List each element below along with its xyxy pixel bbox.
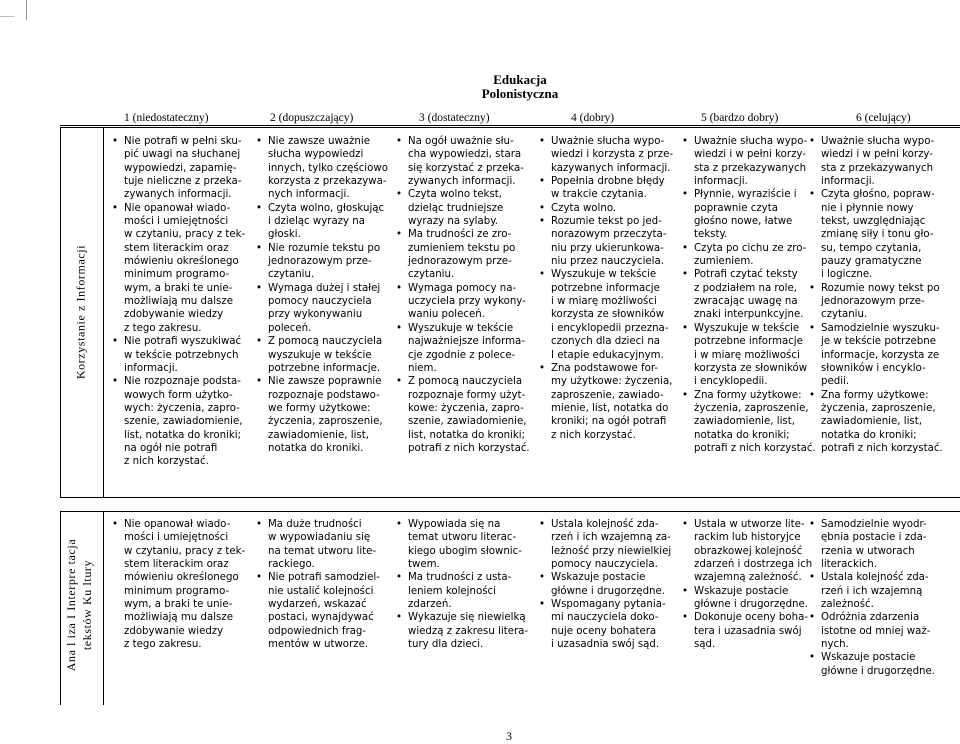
bullet-item	[394, 282, 539, 322]
bullet-line: postaci, wynajdywać	[268, 612, 374, 624]
bullet-line: • Uważnie słucha wypo-	[694, 136, 808, 147]
bullet-line: stem literackim oraz	[124, 242, 229, 254]
bullet-line: zaproszenie, zawiado-	[551, 389, 664, 401]
bullet-line: nuje oceny bohatera	[551, 625, 657, 637]
bullet-item	[680, 135, 825, 188]
document-title: Edukacja	[493, 72, 547, 87]
bullet-line: • Wykazuje się niewielką	[408, 612, 526, 624]
cell-r1-c5	[680, 135, 825, 455]
bullet-item	[254, 518, 399, 571]
bullet-item	[807, 135, 957, 188]
bullet-line: wzajemną zależność.	[694, 572, 802, 584]
bullet-line: stem literackim oraz	[124, 559, 229, 571]
bullet-line: niu przez nauczyciela.	[551, 256, 664, 268]
bullet-line: czonych dla dzieci na	[551, 336, 661, 348]
bullet-line: wych: życzenia, zapro-	[124, 402, 240, 414]
crop-mark-horizontal	[0, 16, 14, 17]
bullet-line: poprawnie czyta	[694, 202, 778, 214]
bullet-item	[680, 518, 825, 585]
bullet-item	[807, 571, 957, 611]
bullet-line: w czytaniu, pracy z tek-	[124, 229, 246, 241]
bullet-list	[394, 135, 539, 455]
bullet-line: • Wypowiada się na	[408, 519, 501, 530]
cell-r2-c5	[680, 518, 825, 651]
bullet-line: • Nie opanował wiado-	[124, 202, 231, 214]
bullet-item	[807, 188, 957, 281]
bullet-line: sta z przekazywanych	[694, 162, 807, 174]
bullet-line: minimum programo-	[124, 585, 230, 597]
bullet-line: z podziałem na role,	[694, 282, 797, 294]
bullet-line: głoski.	[268, 229, 301, 241]
cell-r2-c6	[807, 518, 957, 678]
bullet-line: życzenia, zaproszenie,	[268, 416, 383, 428]
bullet-line: • Czyta wolno tekst,	[408, 189, 502, 201]
bullet-line: • Ustala kolejność zda-	[821, 572, 929, 584]
bullet-item	[394, 571, 539, 611]
bullet-item	[110, 135, 255, 202]
bullet-item	[680, 389, 825, 456]
bullet-line: • Nie potrafi samodziel-	[268, 572, 380, 584]
bullet-line: i encyklopedii przezna-	[551, 322, 669, 334]
bullet-line: pomocy nauczyciela.	[551, 559, 658, 571]
bullet-line: korzysta ze słowników	[694, 362, 808, 374]
bullet-item	[807, 282, 957, 322]
bullet-line: • Wyszukuje w tekście	[551, 269, 657, 281]
bullet-item	[807, 322, 957, 389]
bullet-line: mentów w utworze.	[268, 639, 369, 651]
bullet-line: zdarzeń i dostrzega ich	[694, 559, 813, 571]
bullet-line: słowników i encyklo-	[821, 362, 926, 374]
bullet-item	[537, 215, 682, 268]
bullet-item	[394, 518, 539, 571]
bullet-line: • Potrafi czytać teksty	[694, 269, 798, 281]
bullet-line: szenie, zawiadomienie,	[124, 416, 243, 428]
bullet-line: • Samodzielnie wyszuku-	[821, 322, 940, 334]
bullet-item	[680, 611, 825, 651]
bullet-line: • Dokonuje oceny boha-	[694, 612, 808, 624]
bullet-line: niu przy ukierunkowa-	[551, 242, 664, 254]
bullet-line: głośno nowe, łatwe	[694, 216, 793, 228]
bullet-line: notatka do kroniki;	[694, 429, 790, 441]
bullet-line: mówieniu określonego	[124, 572, 239, 584]
bullet-line: informacji.	[124, 362, 178, 374]
bullet-line: i uzasadnia swój sąd.	[551, 639, 660, 651]
bullet-line: dzieląc trudniejsze	[408, 202, 504, 214]
bullet-line: potrzebne informacje	[551, 282, 660, 294]
bullet-line: nie i płynnie nowy	[821, 202, 914, 214]
bullet-line: i w miarę możliwości	[694, 349, 800, 361]
bullet-line: z tego zakresu.	[124, 639, 202, 651]
bullet-line: • Zna formy użytkowe:	[694, 389, 802, 401]
crop-mark-vertical	[26, 0, 27, 20]
bullet-line: twem.	[408, 559, 440, 571]
bullet-line: możliwiają mu dalsze	[124, 296, 233, 308]
bullet-line: • Nie zawsze uważnie	[268, 136, 370, 147]
bullet-line: minimum programo-	[124, 269, 230, 281]
bullet-line: zywanych informacji.	[124, 189, 232, 201]
cell-r1-c2	[254, 135, 399, 455]
bullet-line: zawiadomienie, list,	[821, 416, 922, 428]
bullet-line: potrafi z nich korzystać.	[694, 442, 816, 454]
bullet-line: • Czyta głośno, popraw-	[821, 189, 935, 201]
bullet-list	[254, 518, 399, 651]
bullet-list	[110, 135, 255, 469]
bullet-item	[807, 389, 957, 456]
bullet-list	[680, 135, 825, 455]
bullet-line: je w tekście potrzebne	[821, 336, 937, 348]
bullet-line: teksty.	[694, 229, 728, 241]
bullet-line: szenie, zawiadomienie,	[408, 416, 527, 428]
column-header-5: 5 (bardzo dobry)	[701, 112, 779, 124]
bullet-item	[254, 335, 399, 375]
bullet-line: cha wypowiedzi, stara	[408, 149, 522, 161]
bullet-item	[537, 362, 682, 442]
bullet-line: w czytaniu, pracy z tek-	[124, 545, 246, 557]
bullet-list	[807, 135, 957, 455]
bullet-list	[394, 518, 539, 651]
bullet-line: nie ustalić kolejności	[268, 585, 374, 597]
bullet-line: życzenia, zaproszenie,	[821, 402, 936, 414]
bullet-line: su, tempo czytania,	[821, 242, 922, 254]
bullet-line: • Ma trudności ze zro-	[408, 229, 512, 241]
bullet-line: zmianę siły i tonu gło-	[821, 229, 934, 241]
bullet-line: • Rozumie tekst po jed-	[551, 216, 662, 228]
bullet-line: • Zna formy użytkowe:	[821, 389, 929, 401]
bullet-item	[537, 268, 682, 361]
bullet-line: • Nie rozpoznaje podsta-	[124, 376, 241, 388]
bullet-line: wiedzi i korzysta z prze-	[551, 149, 674, 161]
row-label-korzystanie: Korzystanie z Informacji	[73, 244, 88, 380]
bullet-line: wym, a braki te unie-	[124, 282, 233, 294]
bullet-line: rozpoznaje formy użyt-	[408, 389, 526, 401]
bullet-line: kroniki; na ogół potrafi	[551, 416, 667, 428]
bullet-line: mówieniu określonego	[124, 256, 239, 268]
row-label-analiza-line-2: tekstów Ku ltury	[80, 559, 94, 651]
bullet-item	[680, 188, 825, 241]
bullet-item	[807, 611, 957, 651]
bullet-line: i w miarę możliwości	[551, 296, 657, 308]
bullet-line: • Nie potrafi w pełni sku-	[124, 136, 242, 147]
bullet-item	[680, 268, 825, 321]
bullet-line: przy wykonywaniu	[268, 309, 363, 321]
bullet-line: • Z pomocą nauczyciela	[268, 336, 383, 348]
bullet-line: wowych form użytko-	[124, 389, 233, 401]
bullet-line: wydarzeń, wskazać	[268, 599, 367, 611]
bullet-line: • Czyta po cichu ze zro-	[694, 242, 807, 254]
bullet-line: tuje nieliczne z przeka-	[124, 176, 242, 188]
bullet-line: główne i drugorzędne.	[821, 665, 936, 677]
bullet-line: informacje, korzysta ze	[821, 349, 940, 361]
column-header-3: 3 (dostateczny)	[419, 112, 490, 124]
bullet-line: w wypowiadaniu się	[268, 532, 371, 544]
cell-r1-c6	[807, 135, 957, 455]
cell-r1-c4	[537, 135, 682, 442]
bullet-item	[110, 375, 255, 468]
bullet-item	[254, 135, 399, 202]
bullet-line: obrazkowej kolejność	[694, 545, 803, 557]
bullet-line: • Wskazuje postacie	[694, 585, 789, 597]
bullet-line: rackiego.	[268, 559, 315, 571]
cell-r2-c3	[394, 518, 539, 651]
bullet-line: korzysta ze słowników	[551, 309, 665, 321]
bullet-line: • Wymaga dużej i stałej	[268, 282, 381, 294]
bullet-line: waniu poleceń.	[408, 309, 485, 321]
bullet-line: • Uważnie słucha wypo-	[551, 136, 665, 147]
bullet-line: • Rozumie nowy tekst po	[821, 282, 940, 294]
bullet-line: w tekście potrzebnych	[124, 349, 239, 361]
bullet-item	[254, 571, 399, 651]
cell-r2-c1	[110, 518, 255, 651]
bullet-line: • Na ogół uważnie słu-	[408, 136, 514, 147]
bullet-line: potrafi z nich korzystać.	[408, 442, 530, 454]
bullet-line: jednorazowym prze-	[268, 256, 372, 268]
cell-r2-c4	[537, 518, 682, 651]
bullet-line: zależność.	[821, 599, 874, 611]
bullet-line: tekst, uwzględniając	[821, 216, 926, 228]
bullet-line: • Płynnie, wyraziście i	[694, 189, 797, 201]
bullet-line: pauzy gramatyczne	[821, 256, 922, 268]
bullet-line: • Nie rozumie tekstu po	[268, 242, 381, 254]
bullet-item	[537, 571, 682, 598]
bullet-line: • Nie potrafi wyszukiwać	[124, 336, 242, 348]
column-header-2: 2 (dopuszczający)	[270, 112, 354, 124]
bullet-item	[680, 585, 825, 612]
bullet-line: list, notatka do kroniki;	[124, 429, 242, 441]
bullet-line: temat utworu literac-	[408, 532, 517, 544]
bullet-line: leniem kolejności	[408, 585, 496, 597]
row-label-analiza	[63, 539, 95, 672]
bullet-item	[110, 202, 255, 335]
bullet-line: notatka do kroniki;	[821, 429, 917, 441]
bullet-line: rozpoznaje podstawo-	[268, 389, 380, 401]
bullet-item	[537, 598, 682, 651]
bullet-line: i dzieląc wyrazy na	[268, 216, 366, 228]
bullet-line: potrzebne informacje.	[268, 362, 381, 374]
bullet-list	[807, 518, 957, 678]
bullet-line: zumieniem.	[694, 256, 754, 268]
bullet-line: zywanych informacji.	[408, 176, 516, 188]
bullet-line: • Uważnie słucha wypo-	[821, 136, 935, 147]
bullet-line: zdobywanie wiedzy	[124, 309, 224, 321]
bullet-line: leżność przy niewielkiej	[551, 545, 672, 557]
bullet-line: literackich.	[821, 559, 877, 571]
bullet-line: • Wskazuje postacie	[821, 652, 916, 664]
bullet-line: wypowiedzi, zapamię-	[124, 162, 237, 174]
bullet-item	[537, 202, 682, 215]
bullet-line: norazowym przeczyta-	[551, 229, 667, 241]
bullet-item	[394, 135, 539, 188]
bullet-line: wiedzą z zakresu litera-	[408, 625, 529, 637]
document-subtitle: Polonistyczna	[481, 86, 559, 101]
bullet-item	[807, 518, 957, 571]
bullet-line: możliwiają mu dalsze	[124, 612, 233, 624]
bullet-line: ębnia postacie i zda-	[821, 532, 927, 544]
bullet-line: • Ma trudności z usta-	[408, 572, 512, 584]
bullet-line: zwracając uwagę na	[694, 296, 798, 308]
bullet-item	[110, 335, 255, 375]
bullet-item	[807, 651, 957, 678]
bullet-item	[537, 518, 682, 571]
bullet-line: wyszukuje w tekście	[268, 349, 372, 361]
bullet-line: z nich korzystać.	[124, 456, 209, 468]
bullet-item	[254, 242, 399, 282]
bullet-line: i logiczne.	[821, 269, 873, 281]
bullet-list	[537, 518, 682, 651]
bullet-line: • Czyta wolno.	[551, 202, 617, 214]
bullet-line: zumieniem tekstu po	[408, 242, 516, 254]
bullet-line: na ogół nie potrafi	[124, 442, 218, 454]
bullet-item	[394, 228, 539, 281]
cell-r1-c3	[394, 135, 539, 455]
bullet-line: sta z przekazywanych	[821, 162, 934, 174]
bullet-line: my użytkowe: życzenia,	[551, 376, 673, 388]
bullet-line: • Ma duże trudności	[268, 519, 362, 530]
bullet-line: odpowiednich frag-	[268, 625, 367, 637]
column-header-1: 1 (niedostateczny)	[124, 112, 209, 124]
bullet-line: wym, a braki te unie-	[124, 599, 233, 611]
bullet-line: niem.	[408, 362, 437, 374]
bullet-line: czytaniu.	[268, 269, 315, 281]
bullet-line: kowe: życzenia, zapro-	[408, 402, 524, 414]
bullet-item	[394, 611, 539, 651]
bullet-line: życzenia, zaproszenie,	[694, 402, 809, 414]
bullet-line: • Zna podstawowe for-	[551, 362, 659, 374]
bullet-line: • Popełnia drobne błędy	[551, 176, 665, 188]
bullet-line: jednorazowym prze-	[821, 296, 925, 308]
bullet-line: na temat utworu lite-	[268, 545, 377, 557]
bullet-line: innych, tylko częściowo	[268, 162, 388, 174]
bullet-line: z tego zakresu.	[124, 322, 202, 334]
bullet-line: rzenia w utworach	[821, 545, 915, 557]
bullet-line: czytaniu.	[408, 269, 455, 281]
bullet-line: pomocy nauczyciela	[268, 296, 372, 308]
bullet-line: • Z pomocą nauczyciela	[408, 376, 523, 388]
bullet-line: rzeń i ich wzajemną	[821, 585, 923, 597]
bullet-line: notatka do kroniki.	[268, 442, 364, 454]
bullet-line: sąd.	[694, 639, 716, 651]
bullet-item	[680, 242, 825, 269]
bullet-line: rackim lub historyjce	[694, 532, 801, 544]
bullet-line: najważniejsze informa-	[408, 336, 525, 348]
bullet-line: • Nie opanował wiado-	[124, 519, 231, 530]
bullet-line: • Czyta wolno, głoskując	[268, 202, 385, 214]
bullet-line: informacji.	[694, 176, 748, 188]
bullet-line: zdobywanie wiedzy	[124, 625, 224, 637]
bullet-line: • Wymaga pomocy na-	[408, 282, 517, 294]
column-header-6: 6 (celujący)	[856, 112, 911, 124]
bullet-line: we formy użytkowe:	[268, 402, 371, 414]
bullet-line: uczyciela przy wykony-	[408, 296, 526, 308]
bullet-line: cje zgodnie z polece-	[408, 349, 516, 361]
bullet-line: główne i drugorzędne.	[694, 599, 809, 611]
bullet-line: czytaniu.	[821, 309, 868, 321]
bullet-line: informacji.	[821, 176, 875, 188]
bullet-item	[394, 375, 539, 455]
bullet-item	[254, 282, 399, 335]
row-label-analiza-line-1: Ana l iza I Interpre tacja	[64, 538, 78, 672]
bullet-line: potrafi z nich korzystać.	[821, 442, 943, 454]
bullet-item	[537, 135, 682, 175]
bullet-line: jednorazowym prze-	[408, 256, 512, 268]
bullet-line: zawiadomienie, list,	[268, 429, 369, 441]
bullet-line: w trakcie czytania.	[551, 189, 647, 201]
bullet-line: pić uwagi na słuchanej	[124, 149, 241, 161]
bullet-line: mości i umiejętności	[124, 532, 229, 544]
bullet-line: pedii.	[821, 376, 850, 388]
bullet-line: • Nie zawsze poprawnie	[268, 376, 382, 388]
bullet-line: nych.	[821, 639, 849, 651]
bullet-item	[110, 518, 255, 651]
bullet-list	[254, 135, 399, 455]
bullet-list	[680, 518, 825, 651]
bullet-item	[394, 322, 539, 375]
bullet-line: tera i uzasadnia swój	[694, 625, 802, 637]
bullet-item	[680, 322, 825, 389]
bullet-line: list, notatka do kroniki;	[408, 429, 526, 441]
cell-r2-c2	[254, 518, 399, 651]
bullet-line: • Wspomagany pytania-	[551, 599, 666, 611]
bullet-line: się korzystać z przeka-	[408, 162, 524, 174]
bullet-line: korzysta z przekazywa-	[268, 176, 387, 188]
bullet-line: • Wyszukuje w tekście	[694, 322, 800, 334]
bullet-line: mości i umiejętności	[124, 216, 229, 228]
bullet-line: potrzebne informacje	[694, 336, 803, 348]
bullet-line: I etapie edukacyjnym.	[551, 349, 664, 361]
bullet-line: z nich korzystać.	[551, 429, 636, 441]
bullet-line: znaki interpunkcyjne.	[694, 309, 804, 321]
bullet-item	[537, 175, 682, 202]
bullet-line: istotne od mniej waż-	[821, 625, 931, 637]
bullet-line: • Wskazuje postacie	[551, 572, 646, 584]
cell-r1-c1	[110, 135, 255, 469]
bullet-list	[537, 135, 682, 442]
bullet-line: poleceń.	[268, 322, 312, 334]
bullet-line: nych informacji.	[268, 189, 350, 201]
bullet-line: • Ustala w utworze lite-	[694, 519, 805, 530]
bullet-line: wiedzi i w pełni korzy-	[821, 149, 933, 161]
bullet-line: główne i drugorzędne.	[551, 585, 666, 597]
bullet-line: zawiadomienie, list,	[694, 416, 795, 428]
bullet-line: • Wyszukuje w tekście	[408, 322, 514, 334]
bullet-line: • Ustala kolejność zda-	[551, 519, 659, 530]
bullet-line: zdarzeń.	[408, 599, 452, 611]
bullet-line: kazywanych informacji.	[551, 162, 671, 174]
bullet-line: mi nauczyciela doko-	[551, 612, 659, 624]
bullet-line: rzeń i ich wzajemną za-	[551, 532, 671, 544]
bullet-item	[254, 202, 399, 242]
bullet-list	[110, 518, 255, 651]
bullet-item	[394, 188, 539, 228]
column-header-4: 4 (dobry)	[571, 112, 615, 124]
bullet-line: wiedzi i w pełni korzy-	[694, 149, 806, 161]
bullet-line: • Odróżnia zdarzenia	[821, 612, 920, 624]
bullet-line: kiego ubogim słownic-	[408, 545, 522, 557]
bullet-line: mienie, list, notatka do	[551, 402, 669, 414]
bullet-line: • Samodzielnie wyodr-	[821, 519, 927, 530]
bullet-line: tury dla dzieci.	[408, 639, 484, 651]
page-number: 3	[506, 729, 512, 743]
bullet-line: słucha wypowiedzi	[268, 149, 364, 161]
bullet-item	[254, 375, 399, 455]
bullet-line: wyrazy na sylaby.	[408, 216, 499, 228]
bullet-line: i encyklopedii.	[694, 376, 768, 388]
